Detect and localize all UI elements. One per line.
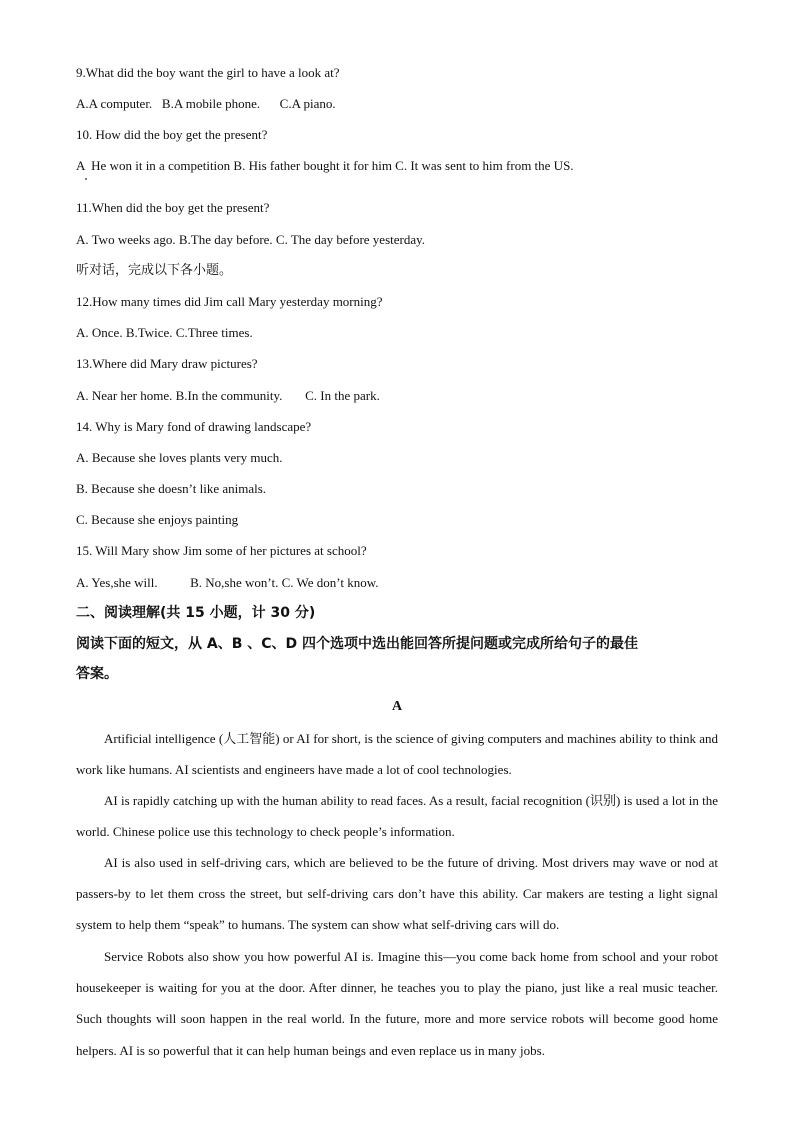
listening-instruction: 听对话，完成以下各小题。 [76,263,233,278]
passage-paragraph-2: AI is rapidly catching up with the human ability to read faces. As a result, facial recognition (识别) is used a lot in the world. Chinese police use this technology to check people’s information. [76,793,718,840]
question-10: 10. How did the boy get the present? [76,127,268,142]
section-title: 二、阅读理解(共 15 小题，计 30 分) [76,605,316,621]
question-11: 11.When did the boy get the present? [76,200,270,215]
stray-dot [85,178,87,180]
passage-paragraph-3: AI is also used in self-driving cars, which are believed to be the future of driving. Most drivers may wave or nod at passers-by to let them cross the street, but self-driving cars don’t have this ability. Car makers are testing a light signal system to help them “speak” to humans. The system can show what self-driving cars will do. [76,855,718,933]
question-12-options: A. Once. B.Twice. C.Three times. [76,325,253,340]
question-13: 13.Where did Mary draw pictures? [76,356,258,371]
passage-paragraph-1: Artificial intelligence (人工智能) or AI for short, is the science of giving computers and machines ability to think and work like humans. AI scientists and engineers have made a lot of cool technologies. [76,731,718,778]
section-directions-cont: 答案。 [76,666,118,682]
passage-label: A [391,699,403,714]
question-10-options: A He won it in a competition B. His father bought it for him C. It was sent to him from the US. [76,158,574,173]
passage-paragraph-4: Service Robots also show you how powerful AI is. Imagine this—you come back home from school and your robot housekeeper is waiting for you at the door. After dinner, he teaches you to play the piano, just like a real music teacher. Such thoughts will soon happen in the real world. In the future, more and more service robots will become good home helpers. AI is so powerful that it can help human beings and even replace us in many jobs. [76,949,718,1058]
question-9-options: A.A computer. B.A mobile phone. C.A piano. [76,96,336,111]
question-14-option-c: C. Because she enjoys painting [76,512,239,527]
question-12: 12.How many times did Jim call Mary yesterday morning? [76,294,383,309]
question-15: 15. Will Mary show Jim some of her pictures at school? [76,543,367,558]
question-13-options: A. Near her home. B.In the community. C. In the park. [76,388,380,403]
question-9: 9.What did the boy want the girl to have a look at? [76,65,340,80]
question-11-options: A. Two weeks ago. B.The day before. C. The day before yesterday. [76,232,426,247]
question-14-option-b: B. Because she doesn’t like animals. [76,481,267,496]
question-14-option-a: A. Because she loves plants very much. [76,450,283,465]
question-15-options: A. Yes,she will. B. No,she won’t. C. We don’t know. [76,575,379,590]
section-directions: 阅读下面的短文，从 A、B 、C、D 四个选项中选出能回答所提问题或完成所给句子的最佳 [76,636,639,652]
question-14: 14. Why is Mary fond of drawing landscape? [76,419,312,434]
